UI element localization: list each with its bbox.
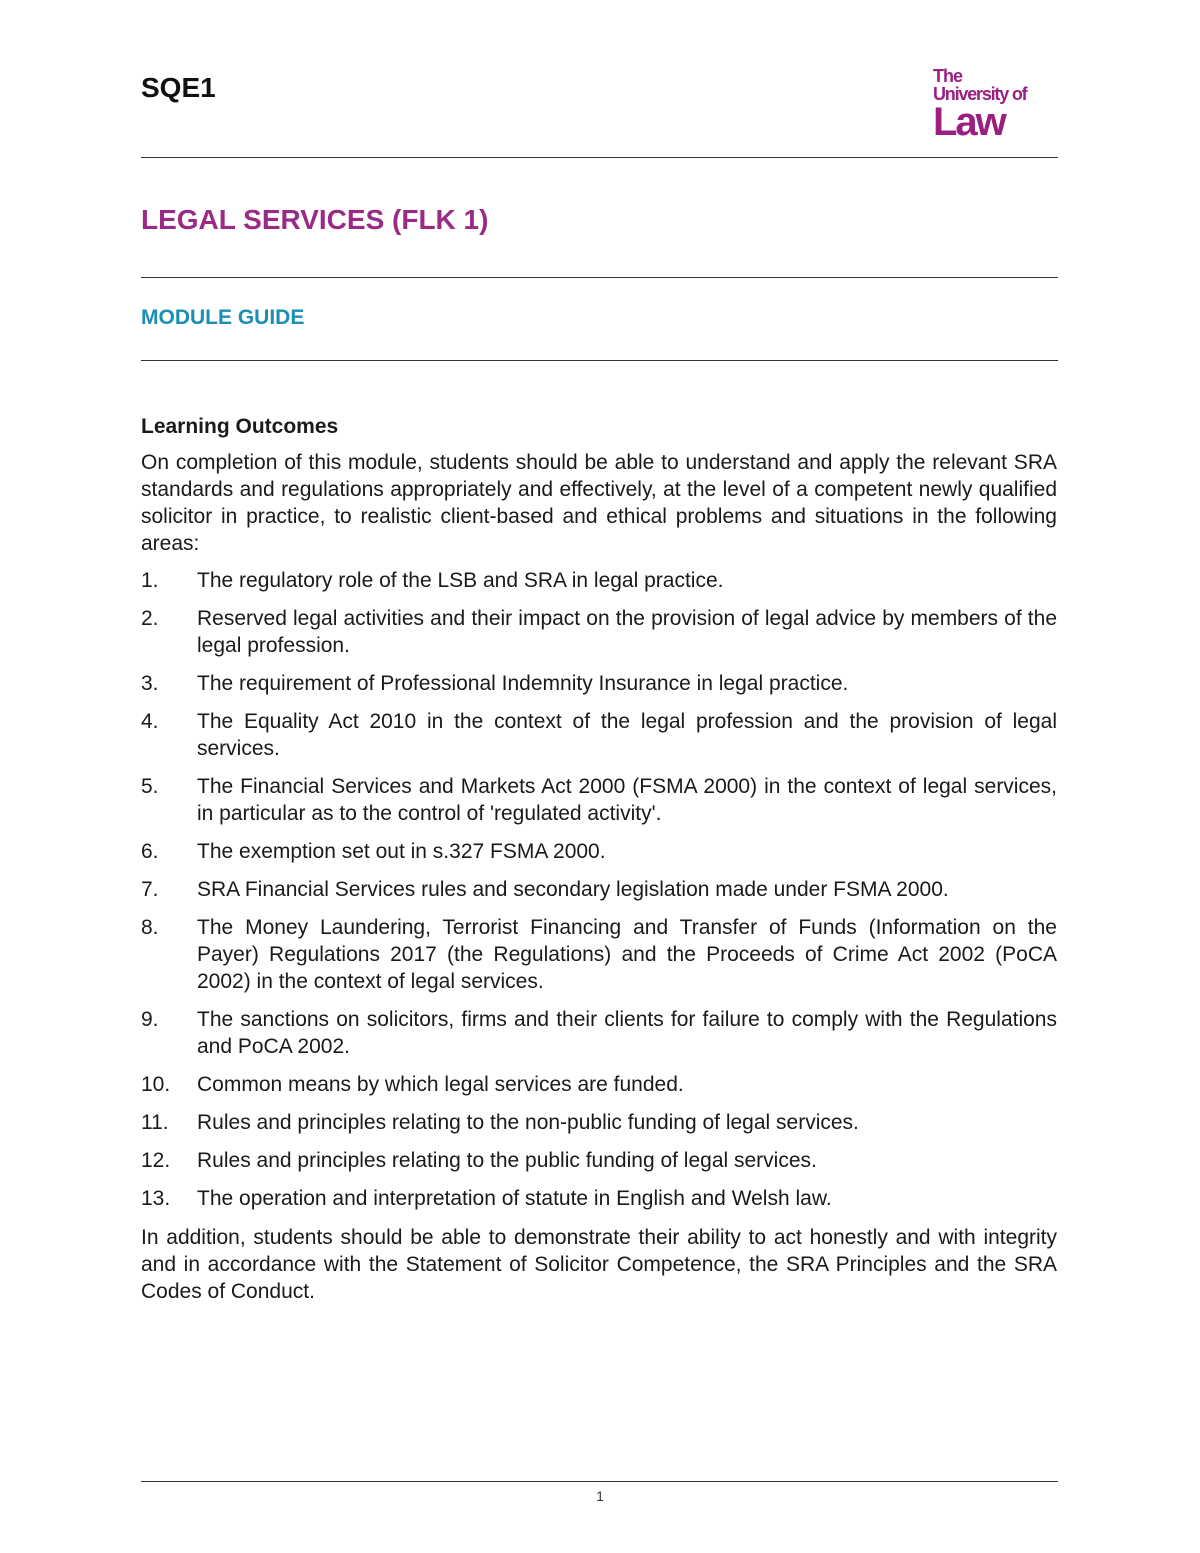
item-text: Rules and principles relating to the non-public funding of legal services.: [197, 1111, 859, 1134]
item-number: 3.: [141, 672, 159, 695]
item-text: The Equality Act 2010 in the context of the legal profession and the provision of legal services.: [197, 710, 1057, 760]
page-subtitle: MODULE GUIDE: [141, 306, 305, 329]
item-number: 6.: [141, 840, 159, 863]
section-heading: Learning Outcomes: [141, 415, 339, 438]
item-text: SRA Financial Services rules and secondary legislation made under FSMA 2000.: [197, 878, 949, 901]
item-number: 5.: [141, 775, 159, 798]
item-number: 7.: [141, 878, 159, 901]
subtitle-divider: [141, 360, 1058, 361]
item-text: The exemption set out in s.327 FSMA 2000.: [197, 840, 606, 863]
list-item: [141, 567, 1057, 594]
item-text: The requirement of Professional Indemnity Insurance in legal practice.: [197, 672, 849, 695]
logo-line-law: Law: [933, 100, 1005, 144]
item-text: The regulatory role of the LSB and SRA in legal practice.: [197, 569, 724, 592]
list-item: [141, 605, 1057, 659]
page-title: LEGAL SERVICES (FLK 1): [141, 204, 489, 235]
item-text: Reserved legal activities and their impact on the provision of legal advice by members of the legal profession.: [197, 607, 1057, 657]
title-divider: [141, 277, 1058, 278]
list-item: [141, 876, 1057, 903]
closing-paragraph: In addition, students should be able to demonstrate their ability to act honestly and with integrity and in accordance with the Statement of Solicitor Competence, the SRA Principles and the SRA Codes of Conduct.: [141, 1226, 1057, 1303]
list-item: [141, 1006, 1057, 1060]
item-number: 12.: [141, 1149, 171, 1172]
item-text: The Money Laundering, Terrorist Financing and Transfer of Funds (Information on the Payer) Regulations 2017 (the Regulations) and the Proceeds of Crime Act 2002 (PoCA 2002) in the context of legal services.: [197, 916, 1057, 993]
list-item: [141, 708, 1057, 762]
outcomes-list: [141, 567, 1057, 1212]
item-text: The sanctions on solicitors, firms and their clients for failure to comply with the Regulations and PoCA 2002.: [197, 1008, 1057, 1058]
footer-divider: [141, 1481, 1058, 1482]
item-text: Rules and principles relating to the public funding of legal services.: [197, 1149, 817, 1172]
item-number: 8.: [141, 916, 159, 939]
logo-line-the: The: [933, 66, 963, 86]
item-text: The operation and interpretation of statute in English and Welsh law.: [197, 1187, 832, 1210]
list-item: [141, 1109, 1057, 1136]
list-item: [141, 914, 1057, 995]
list-item: [141, 838, 1057, 865]
item-number: 1.: [141, 569, 159, 592]
item-number: 13.: [141, 1187, 171, 1210]
item-number: 9.: [141, 1008, 159, 1031]
header-divider: [141, 157, 1058, 158]
list-item: [141, 1147, 1057, 1174]
page-number: 1: [596, 1488, 604, 1504]
item-text: The Financial Services and Markets Act 2000 (FSMA 2000) in the context of legal services, in particular as to the control of 'regulated activity'.: [197, 775, 1057, 825]
header-code: SQE1: [141, 72, 216, 103]
list-item: [141, 773, 1057, 827]
item-number: 2.: [141, 607, 159, 630]
list-item: [141, 1185, 1057, 1212]
list-item: [141, 670, 1057, 697]
item-number: 4.: [141, 710, 159, 733]
item-number: 10.: [141, 1073, 171, 1096]
list-item: [141, 1071, 1057, 1098]
item-number: 11.: [141, 1111, 169, 1134]
intro-paragraph: On completion of this module, students should be able to understand and apply the relevant SRA standards and regulations appropriately and effectively, at the level of a competent newly qualified solicitor in practice, to realistic client-based and ethical problems and situations in the following areas:: [141, 451, 1057, 555]
logo-line-university: University of: [933, 84, 1027, 104]
learning-outcomes-section: [141, 413, 1057, 1305]
university-logo: [933, 66, 1033, 144]
item-text: Common means by which legal services are funded.: [197, 1073, 684, 1096]
